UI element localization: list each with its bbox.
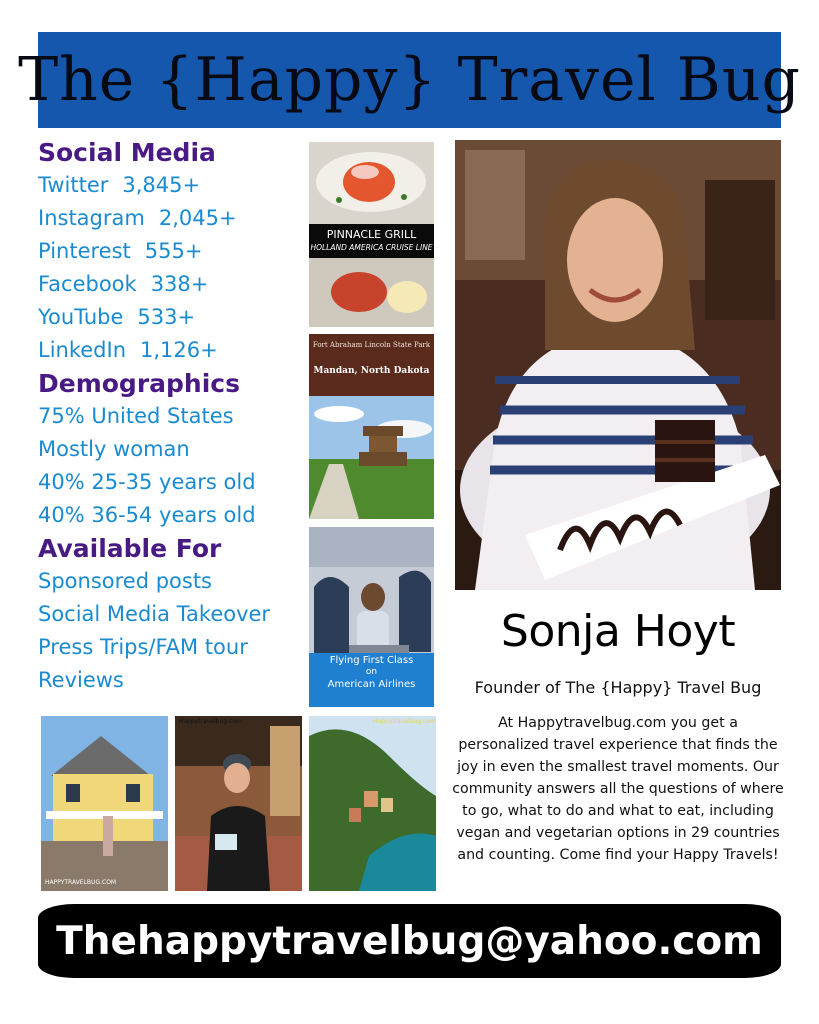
contact-email[interactable]: Thehappytravelbug@yahoo.com xyxy=(56,918,763,964)
social-item-facebook xyxy=(38,268,306,301)
demographics-heading: Demographics xyxy=(38,369,240,398)
demographic-item: Mostly woman xyxy=(38,437,190,461)
profile-bio: At Happytravelbug.com you get a personalized travel experience that finds the joy in even the smallest travel moments. Our community answers all the questions of where to go, what to do and what to eat, including vegan and vegetarian options in 29 countries and counting. Come find your Happy Travels! xyxy=(452,715,784,863)
social-name: Twitter xyxy=(38,173,109,197)
profile-role: Founder of The {Happy} Travel Bug xyxy=(474,678,762,697)
available-item: Reviews xyxy=(38,668,124,692)
demographic-item: 75% United States xyxy=(38,404,234,428)
profile-name: Sonja Hoyt xyxy=(500,606,736,657)
portrait-photo xyxy=(455,140,781,590)
fort-title: Fort Abraham Lincoln State Park xyxy=(312,341,431,349)
available-item: Sponsored posts xyxy=(38,569,212,593)
social-media-heading: Social Media xyxy=(38,138,216,167)
flight-caption-2: on xyxy=(365,667,378,677)
social-item-twitter xyxy=(38,169,306,202)
market-watermark: Happytravelbug.com xyxy=(179,718,242,725)
fort-location: Mandan, North Dakota xyxy=(313,366,430,376)
social-name: Pinterest xyxy=(38,239,131,263)
pinnacle-title: PINNACLE GRILL xyxy=(326,228,417,241)
social-count: 2,045+ xyxy=(158,206,237,230)
house-watermark: HAPPYTRAVELBUG.COM xyxy=(45,879,117,886)
flight-caption-1: Flying First Class xyxy=(329,655,414,666)
footer-banner xyxy=(38,904,781,978)
social-count: 533+ xyxy=(137,305,196,329)
demographic-item: 40% 25-35 years old xyxy=(38,470,256,494)
social-item-instagram xyxy=(38,202,306,235)
left-column xyxy=(38,136,306,697)
flight-caption-3: American Airlines xyxy=(327,679,416,690)
social-count: 555+ xyxy=(144,239,203,263)
demographic-item: 40% 36-54 years old xyxy=(38,503,256,527)
social-count: 1,126+ xyxy=(140,338,218,362)
available-for-heading: Available For xyxy=(38,534,222,563)
page-title: The {Happy} Travel Bug xyxy=(18,45,801,115)
coastal-village-photo xyxy=(309,716,436,891)
social-name: Instagram xyxy=(38,206,145,230)
social-name: LinkedIn xyxy=(38,338,127,362)
social-name: Facebook xyxy=(38,272,137,296)
header-banner xyxy=(18,32,801,128)
social-count: 3,845+ xyxy=(122,173,201,197)
market-photo xyxy=(175,716,302,891)
social-name: YouTube xyxy=(38,305,124,329)
available-item: Press Trips/FAM tour xyxy=(38,635,248,659)
social-count: 338+ xyxy=(150,272,209,296)
social-item-linkedin xyxy=(38,334,306,367)
yellow-house-photo xyxy=(41,716,168,891)
first-class-photo xyxy=(309,527,434,707)
social-item-youtube xyxy=(38,301,306,334)
fort-lincoln-photo xyxy=(309,334,434,519)
available-item: Social Media Takeover xyxy=(38,602,271,626)
pinnacle-subtitle: HOLLAND AMERICA CRUISE LINE xyxy=(310,243,433,252)
pinnacle-grill-photo xyxy=(309,142,434,327)
coast-watermark: Happytravelbug.com xyxy=(373,718,436,725)
social-item-pinterest xyxy=(38,235,306,268)
